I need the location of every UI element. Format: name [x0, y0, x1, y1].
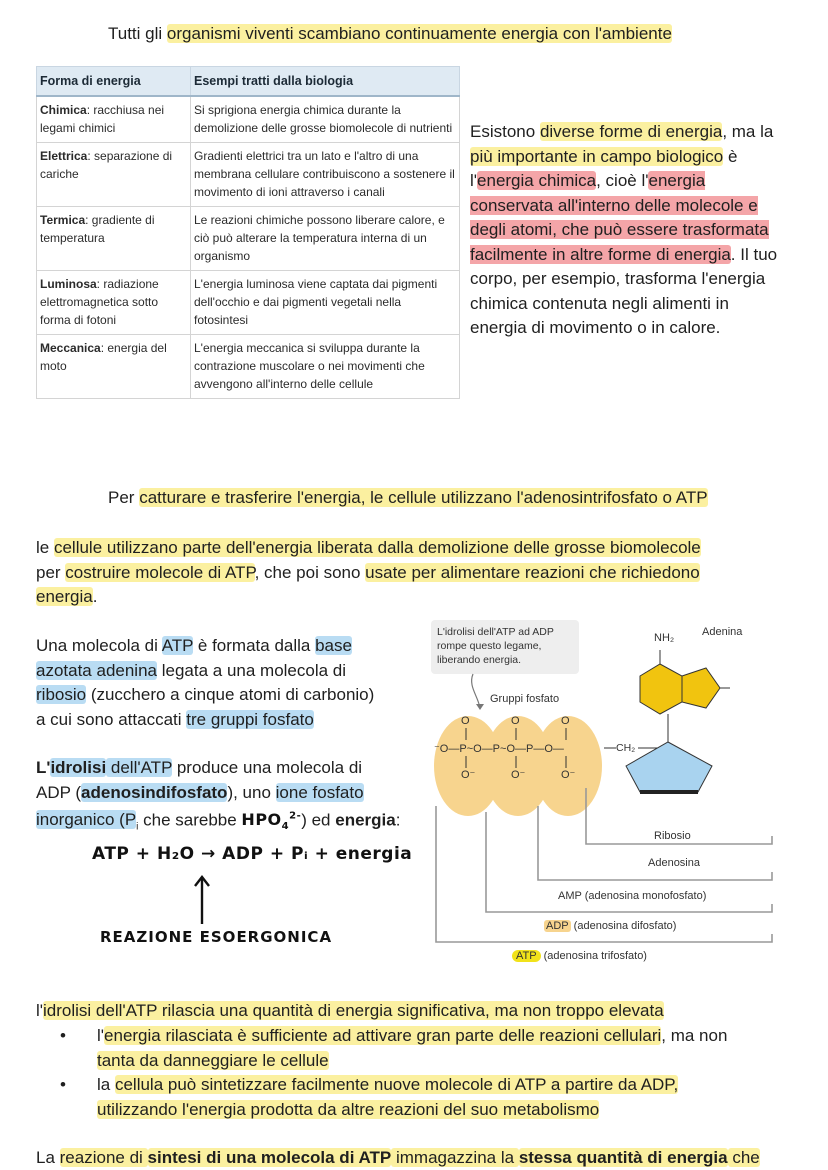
- energy-desc: : racchiusa nei legami chimici: [40, 103, 165, 135]
- bullet-icon: •: [60, 1026, 66, 1045]
- energy-desc: : gradiente di temperatura: [40, 213, 155, 245]
- highlight-bold: sintesi di una molecola di ATP: [147, 1148, 392, 1167]
- highlight: cellula può sintetizzare facilmente nuove molecole di ATP a partire da ADP,: [114, 1075, 679, 1094]
- energy-desc: : radiazione elettromagnetica sotto forma di fotoni: [40, 277, 159, 327]
- highlight-blue: ribosio: [36, 685, 87, 704]
- phosphate-group-3: [534, 716, 602, 816]
- highlight-blue: ione fosfato: [275, 782, 364, 802]
- ch2-label: CH₂: [616, 742, 636, 754]
- heading-energy-exchange: [108, 22, 672, 47]
- highlight-red: energia conservata all'interno delle molecole e degli atomi, che può essere trasformata facilmente in altre forme di energia: [470, 171, 769, 264]
- highlight: usate per alimentare reazioni che richiedono: [365, 562, 700, 582]
- text: , che poi sono: [254, 562, 366, 582]
- highlight: energia: [36, 587, 93, 606]
- text: è l': [470, 146, 738, 190]
- table-row: [37, 207, 460, 271]
- highlight-blue: inorganico (P: [36, 810, 137, 830]
- text: :: [395, 810, 401, 830]
- hydrolysis-paragraph: [36, 756, 426, 840]
- adenosine-label: Adenosina: [648, 857, 700, 869]
- text: ADP (: [36, 782, 82, 802]
- table-row: [37, 96, 460, 143]
- text: ), uno: [227, 782, 276, 802]
- atp-abbr: ATP: [512, 950, 541, 962]
- bullet-list: [60, 1024, 800, 1122]
- heading-highlight: organismi viventi scambiano continuamente energia con l'ambiente: [166, 24, 672, 43]
- table-cell-form: [37, 335, 191, 399]
- energy-forms-paragraph: [470, 120, 790, 341]
- table-row: [37, 335, 460, 399]
- highlight: costruire molecole di ATP: [65, 562, 255, 582]
- caption-arrowhead: [476, 704, 484, 710]
- phosphate-chain: O O O ⁻O—P~O—P~O—P—O— O⁻ O⁻ O⁻: [434, 715, 576, 781]
- highlight: reazione di: [59, 1148, 148, 1167]
- phosphate-groups-label: Gruppi fosfato: [490, 693, 560, 705]
- formula-text: HPO: [241, 810, 282, 830]
- highlight-blue: base: [315, 636, 352, 655]
- adp-label: [544, 920, 676, 932]
- highlight: più importante in campo biologico: [470, 146, 724, 166]
- energy-desc: : separazione di cariche: [40, 149, 173, 181]
- atp-structure-diagram: [428, 616, 786, 976]
- nh2-label: NH₂: [654, 632, 675, 644]
- energy-desc: : energia del moto: [40, 341, 167, 373]
- formula-sup: 2-: [289, 811, 302, 822]
- adenine-label: Adenina: [702, 626, 743, 638]
- highlight-bold: stessa quantità di energia: [518, 1148, 728, 1167]
- handwritten-label: REAZIONE ESOERGONICA: [100, 928, 333, 946]
- text: , cioè l': [596, 171, 649, 190]
- amp-label: AMP (adenosina monofosfato): [558, 890, 707, 902]
- formula-sub: 4: [281, 821, 290, 833]
- table-row: [37, 143, 460, 207]
- text: produce una molecola di: [172, 758, 363, 777]
- table-header-row: [37, 67, 460, 97]
- handwritten-equation: ATP + H₂O → ADP + Pᵢ + energia: [92, 844, 413, 864]
- highlight: tanta da danneggiare le cellule: [97, 1050, 329, 1070]
- highlight-blue: tre gruppi fosfato: [186, 709, 314, 729]
- text: (zucchero a cinque atomi di carbonio): [86, 685, 375, 704]
- atp-full: (adenosina trifosfato): [543, 950, 647, 962]
- table-cell-form: [37, 271, 191, 335]
- highlight: cellule utilizzano parte dell'energia liberata dalla demolizione delle grosse biomolecole: [53, 538, 701, 557]
- highlight-blue: azotata adenina: [36, 660, 157, 680]
- atp-structure-paragraph: [36, 634, 426, 732]
- text: è formata dalla: [193, 636, 316, 655]
- text: l': [36, 1001, 44, 1020]
- text: legata a una molecola di: [157, 660, 347, 680]
- adp-full: (adenosina difosfato): [570, 920, 677, 932]
- column-header-examples: Esempi tratti dalla biologia: [191, 67, 460, 97]
- text: l': [97, 1026, 105, 1045]
- table-row: [37, 271, 460, 335]
- energy-term: Elettrica: [40, 149, 88, 163]
- atp-label: [512, 950, 647, 962]
- list-item: [60, 1024, 800, 1073]
- ribose-label: Ribosio: [654, 830, 691, 842]
- energy-forms-table: [36, 66, 460, 399]
- text: Per: [108, 488, 140, 507]
- hydrolysis-energy-paragraph: [36, 999, 796, 1024]
- table-cell-form: [37, 143, 191, 207]
- highlight-blue: dell'ATP: [106, 758, 173, 777]
- text: ) ed: [301, 810, 336, 830]
- energy-term: Termica: [40, 213, 86, 227]
- highlight-red: energia chimica: [477, 171, 597, 190]
- table-cell-example: Si sprigiona energia chimica durante la demolizione delle grosse biomolecole di nutrienti: [191, 96, 460, 143]
- text: L': [36, 758, 51, 777]
- text: Una molecola di: [36, 636, 162, 655]
- table-cell-form: [37, 96, 191, 143]
- list-item: [60, 1073, 800, 1122]
- table-cell-example: L'energia luminosa viene captata dai pigmenti dell'occhio e dai pigmenti vegetali nella fotosintesi: [191, 271, 460, 335]
- energy-term: Luminosa: [40, 277, 97, 291]
- heading-text: Tutti gli: [108, 24, 167, 43]
- text: la: [97, 1075, 115, 1094]
- text: La: [36, 1148, 60, 1167]
- highlight-blue: idrolisi: [50, 758, 107, 777]
- energy-term: Meccanica: [40, 341, 101, 355]
- synthesis-paragraph: [36, 1146, 816, 1170]
- hpo4-formula: [241, 810, 302, 833]
- text: a cui sono attaccati: [36, 709, 187, 729]
- text: . Il tuo corpo, per esempio, trasforma l'energia chimica contenuta negli alimenti in energia di movimento o in calore.: [470, 244, 778, 337]
- energy-term: Chimica: [40, 103, 87, 117]
- atp-usage-paragraph: [36, 536, 796, 610]
- bullet-icon: •: [60, 1075, 66, 1094]
- highlight: utilizzando l'energia prodotta da altre reazioni del suo metabolismo: [97, 1099, 600, 1119]
- text: che sarebbe: [138, 810, 242, 830]
- highlight: immagazzina la: [391, 1148, 519, 1167]
- adenine-ring-6: [640, 664, 682, 714]
- table-cell-form: [37, 207, 191, 271]
- adenine-ring-5: [682, 668, 720, 708]
- table-cell-example: Gradienti elettrici tra un lato e l'altro di una membrana cellulare contribuiscono a sostenere il movimento di ioni attraverso i canali: [191, 143, 460, 207]
- highlight: catturare e trasferire l'energia, le cellule utilizzano l'adenosintrifosfato o ATP: [139, 488, 708, 507]
- text: , ma non: [661, 1026, 728, 1045]
- highlight: che: [727, 1148, 760, 1167]
- text: , ma la: [722, 122, 774, 141]
- highlight-blue: ATP: [161, 636, 194, 655]
- text: le: [36, 538, 54, 557]
- text: per: [36, 562, 66, 582]
- heading-atp: [108, 486, 708, 511]
- diagram-caption: L'idrolisi dell'ATP ad ADP rompe questo legame, liberando energia.: [437, 626, 554, 666]
- text: .: [92, 587, 98, 606]
- arrow-up-icon: [192, 874, 212, 926]
- adp-abbr: ADP: [546, 920, 569, 932]
- subscript: i: [136, 821, 139, 833]
- highlight: idrolisi dell'ATP rilascia una quantità di energia significativa, ma non troppo elevata: [43, 1001, 664, 1020]
- highlight-blue: adenosindifosfato: [81, 782, 228, 802]
- highlight: diverse forme di energia: [539, 122, 723, 141]
- text: Esistono: [470, 122, 540, 141]
- highlight: energia rilasciata è sufficiente ad attivare gran parte delle reazioni cellulari: [104, 1026, 662, 1045]
- table-cell-example: L'energia meccanica si sviluppa durante la contrazione muscolare o nei movimenti che avvengono all'interno delle cellule: [191, 335, 460, 399]
- caption-arrow: [472, 674, 480, 708]
- ribose-ring: [626, 742, 712, 792]
- text-bold: energia: [335, 810, 396, 830]
- column-header-form: Forma di energia: [37, 67, 191, 97]
- table-cell-example: Le reazioni chimiche possono liberare calore, e ciò può alterare la temperatura interna di un organismo: [191, 207, 460, 271]
